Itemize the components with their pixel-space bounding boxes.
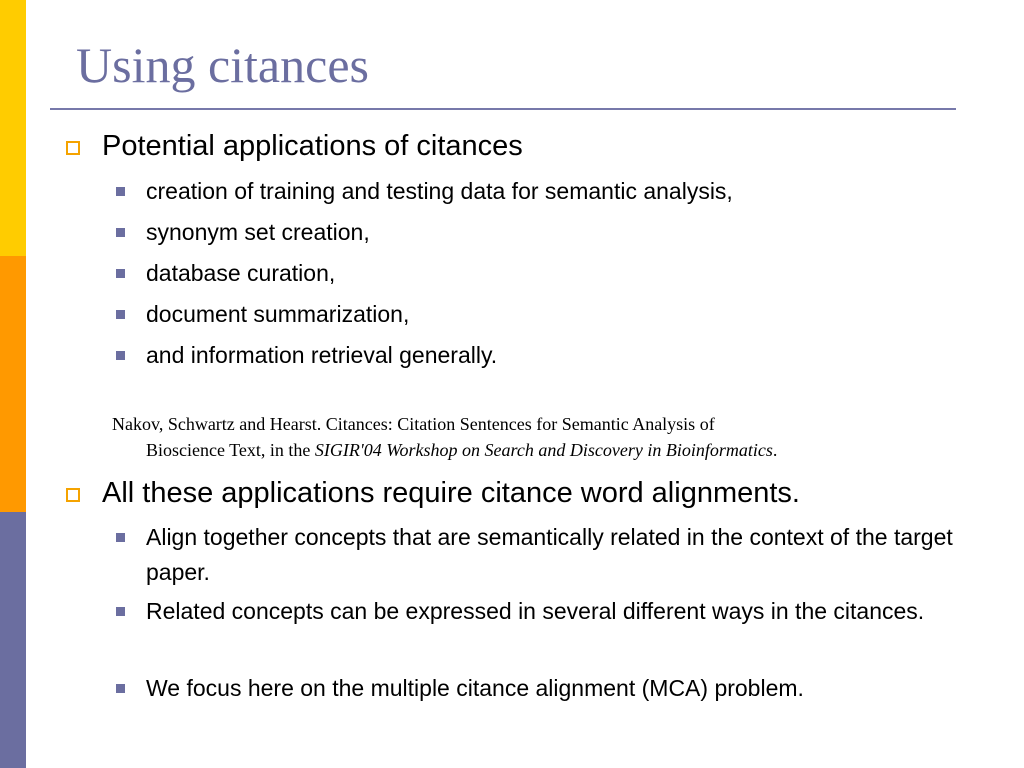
citation-venue: SIGIR'04 Workshop on Search and Discovery in Bioinformatics (314, 440, 773, 460)
section-heading-alignments: All these applications require citance word alignments. (102, 477, 800, 509)
citation-prefix: Bioscience Text, in the (146, 440, 315, 460)
list-item: and information retrieval generally. (146, 342, 498, 368)
list-item: synonym set creation, (146, 219, 370, 245)
side-bar-purple (0, 512, 26, 768)
square-bullet-icon (116, 228, 125, 237)
slide-title: Using citances (76, 37, 369, 93)
section-heading-applications: Potential applications of citances (102, 130, 523, 162)
list-item: document summarization, (146, 301, 410, 327)
square-bullet-icon (116, 533, 125, 542)
hollow-square-bullet-icon (66, 488, 80, 502)
list-item: Align together concepts that are semantically related in the context of the target paper. (146, 524, 953, 585)
citation-line-2 (112, 437, 962, 463)
square-bullet-icon (116, 351, 125, 360)
citation-suffix: . (772, 440, 778, 460)
square-bullet-icon (116, 684, 125, 693)
title-divider (50, 108, 956, 110)
citation-line-1: Nakov, Schwartz and Hearst. Citances: Citation Sentences for Semantic Analysis of (112, 414, 715, 434)
list-item: creation of training and testing data for semantic analysis, (146, 178, 733, 204)
square-bullet-icon (116, 187, 125, 196)
list-item: We focus here on the multiple citance alignment (MCA) problem. (146, 675, 804, 701)
citation-reference (112, 411, 962, 463)
hollow-square-bullet-icon (66, 141, 80, 155)
side-bar-orange (0, 256, 26, 512)
list-item: Related concepts can be expressed in several different ways in the citances. (146, 598, 925, 624)
list-item: database curation, (146, 260, 336, 286)
square-bullet-icon (116, 269, 125, 278)
side-bar-yellow (0, 0, 26, 256)
square-bullet-icon (116, 607, 125, 616)
square-bullet-icon (116, 310, 125, 319)
